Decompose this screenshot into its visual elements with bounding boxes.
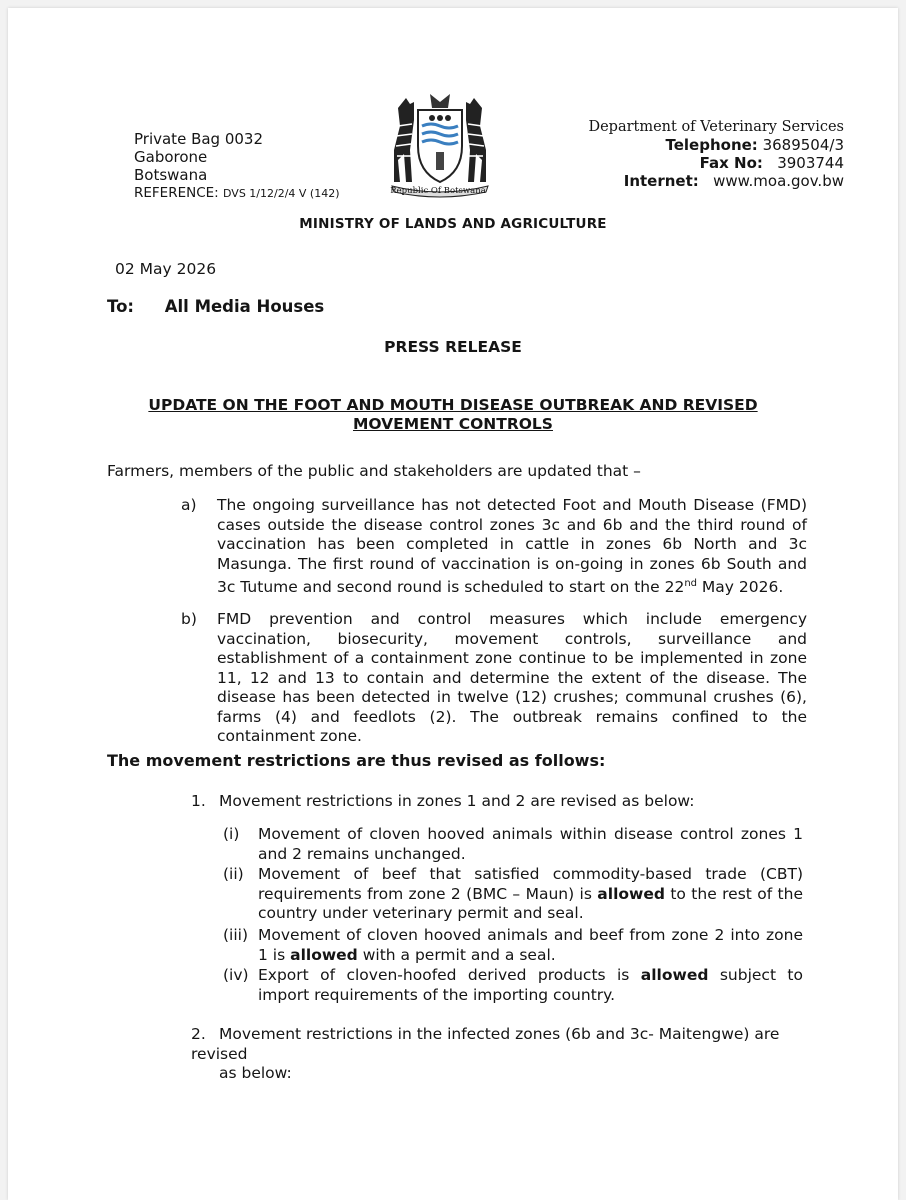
telephone <box>588 136 844 154</box>
ministry-name: MINISTRY OF LANDS AND AGRICULTURE <box>299 216 607 232</box>
point-2-text-line-2: as below: <box>219 1064 292 1082</box>
internet-value: www.moa.gov.bw <box>713 172 844 190</box>
title-line-2: MOVEMENT CONTROLS <box>353 415 553 433</box>
telephone-label: Telephone: <box>665 136 758 154</box>
reference-label: REFERENCE: <box>134 185 219 201</box>
coat-of-arms-icon <box>384 90 496 198</box>
press-release-page <box>8 8 898 1200</box>
intro-paragraph: Farmers, members of the public and stakeholders are updated that – <box>107 462 641 480</box>
point-1-text: Movement restrictions in zones 1 and 2 are revised as below: <box>219 792 695 810</box>
internet <box>588 172 844 190</box>
point-2-text-line-1: Movement restrictions in the infected zones (6b and 3c- Maitengwe) are revised <box>191 1025 780 1063</box>
item-b-text: FMD prevention and control measures which include emergency vaccination, biosecurity, movement controls, surveillance and establishment of a containment zone continue to be implemented in zone 11, 12 and 13 to contain and determine the extent of the disease. The disease has been detected in twelve (12) crushes; communal crushes (6), farms (4) and feedlots (2). The outbreak remains confined to the containment zone. <box>217 610 807 745</box>
release-date: 02 May 2026 <box>115 260 217 278</box>
sub-item-text: Movement of cloven hooved animals within disease control zones 1 and 2 remains unchanged. <box>258 825 803 863</box>
update-item-b <box>181 610 811 745</box>
recipient <box>107 297 324 316</box>
recipient-label: To: <box>107 297 134 316</box>
ordinal-suffix: nd <box>684 578 697 589</box>
restrictions-heading: The movement restrictions are thus revised as follows: <box>107 751 606 770</box>
item-a-label: a) <box>181 496 197 514</box>
postal-address <box>134 130 340 203</box>
sub-item-text <box>258 966 803 1005</box>
fax <box>588 154 844 172</box>
fax-label: Fax No: <box>699 154 763 172</box>
address-line-2: Gaborone <box>134 148 208 166</box>
title-line-1: UPDATE ON THE FOOT AND MOUTH DISEASE OUTBREAK AND REVISED <box>148 396 758 414</box>
point-1-number: 1. <box>191 792 206 810</box>
sub-item-text <box>258 865 803 924</box>
sub-item-iv <box>223 966 813 1006</box>
sub-item-text-start: Movement of beef that satisfied commodity-based trade (CBT) requirements from zone 2 (BMC – Maun) is <box>258 865 803 903</box>
sub-item-i <box>223 825 813 865</box>
allowed-emphasis: allowed <box>640 966 709 984</box>
address-line-3: Botswana <box>134 166 208 184</box>
reference <box>134 184 340 203</box>
update-item-a <box>181 496 811 596</box>
item-a-text <box>217 496 807 598</box>
allowed-emphasis: allowed <box>597 884 665 903</box>
sub-item-text-start: Movement of cloven hooved animals and beef from zone 2 into zone 1 is <box>258 926 803 964</box>
department-name: Department of Veterinary Services <box>588 119 844 135</box>
sub-item-text <box>258 926 803 965</box>
sub-item-text-end: subject to import requirements of the importing country. <box>258 966 803 1004</box>
sub-item-iii <box>223 926 813 966</box>
crest-caption: Republic Of Botswana <box>390 186 486 196</box>
document-title <box>128 396 778 434</box>
reference-value: DVS 1/12/2/4 V (142) <box>223 187 340 200</box>
sub-item-text-end: with a permit and a seal. <box>357 945 556 964</box>
recipient-value: All Media Houses <box>164 297 325 316</box>
internet-label: Internet: <box>623 172 699 190</box>
sub-item-label: (iii) <box>223 926 249 944</box>
item-a-text-main: The ongoing surveillance has not detected Foot and Mouth Disease (FMD) cases outside the disease control zones 3c and 6b and the third round of vaccination has been completed in cattle in zones 6b North and 3c Masunga. The first round of vaccination is on-going in zones 6b South and 3c Tutume and second round is scheduled to start on the 22 <box>217 496 807 597</box>
sub-item-label: (iv) <box>223 966 249 984</box>
sub-item-label: (ii) <box>223 865 244 883</box>
sub-item-text-end: to the rest of the country under veterinary permit and seal. <box>258 884 803 922</box>
point-1 <box>191 792 694 810</box>
sub-item-text-start: Export of cloven-hoofed derived products is <box>258 966 641 984</box>
item-b-label: b) <box>181 610 197 628</box>
allowed-emphasis: allowed <box>290 945 358 964</box>
sub-item-label: (i) <box>223 825 240 843</box>
document-type: PRESS RELEASE <box>384 338 522 356</box>
point-2 <box>191 1025 801 1084</box>
address-line-1: Private Bag 0032 <box>134 130 264 148</box>
fax-value: 3903744 <box>777 154 844 172</box>
item-a-text-end: May 2026. <box>697 578 784 597</box>
point-2-number: 2. <box>191 1025 206 1043</box>
telephone-value: 3689504/3 <box>762 136 844 154</box>
department-contact <box>588 118 844 190</box>
sub-item-ii <box>223 865 813 925</box>
